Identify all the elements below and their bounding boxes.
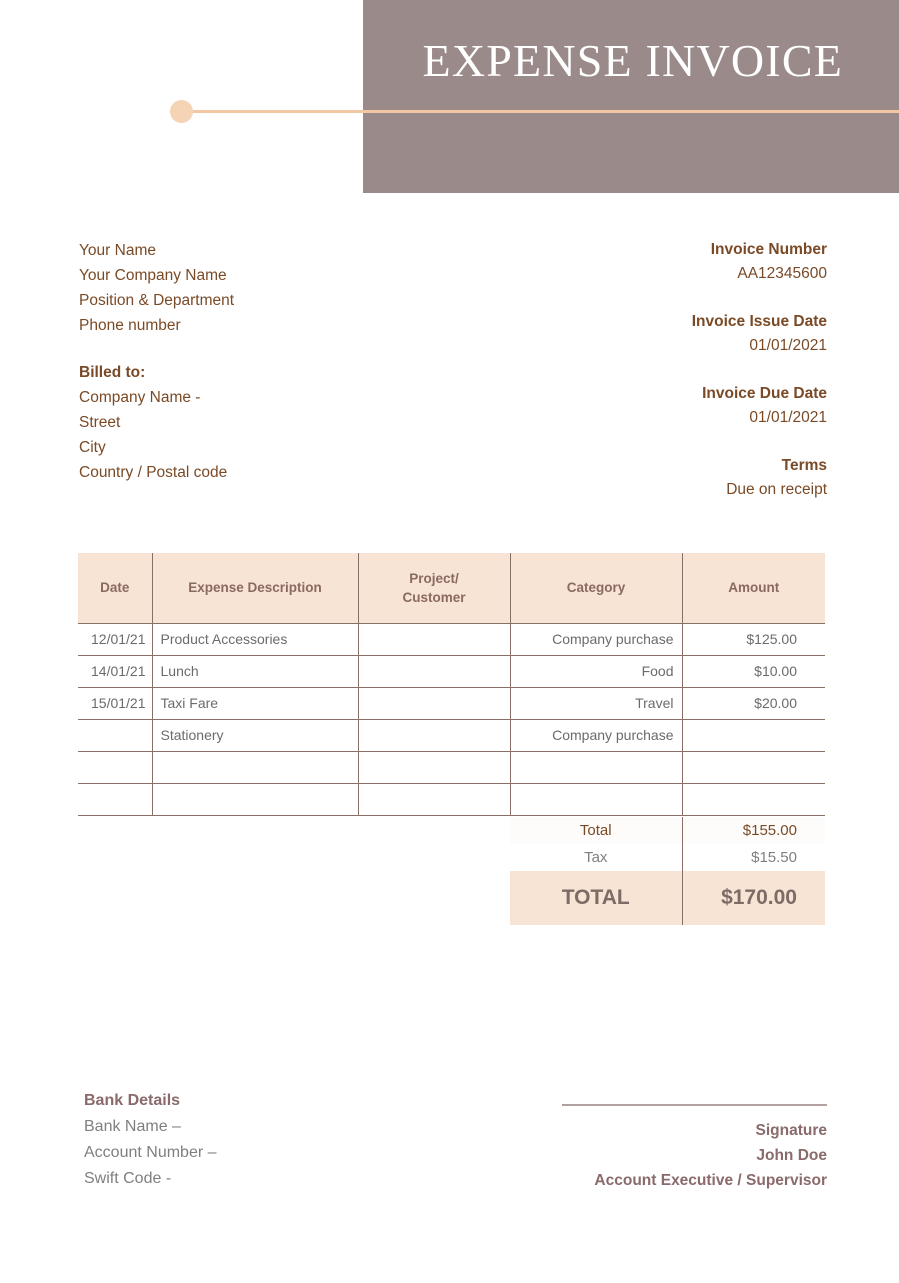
signature-block (447, 1104, 827, 1193)
cell-amount: $20.00 (682, 687, 825, 719)
billed-to-label: Billed to: (79, 364, 146, 381)
cell-date: 15/01/21 (78, 687, 152, 719)
terms-value: Due on receipt (726, 481, 827, 498)
tax-row (510, 844, 825, 871)
signature-name: John Doe (756, 1147, 827, 1164)
cell-description: Product Accessories (152, 623, 358, 655)
party-details (79, 238, 409, 485)
bank-name: Bank Name – (84, 1118, 181, 1135)
cell-category: Company purchase (510, 623, 682, 655)
due-date-value: 01/01/2021 (749, 409, 827, 426)
cell-project (358, 655, 510, 687)
cell-category: Company purchase (510, 719, 682, 751)
tax-label: Tax (510, 844, 682, 871)
due-date-group (497, 382, 827, 430)
subtotal-value: $155.00 (682, 817, 825, 844)
tax-value: $15.50 (682, 844, 825, 871)
expense-table (78, 553, 825, 816)
decorative-accent-dot (170, 100, 193, 123)
sender-phone: Phone number (79, 317, 181, 334)
cell-date (78, 719, 152, 751)
totals-table (510, 817, 825, 925)
billed-to-city: City (79, 439, 106, 456)
invoice-number-label: Invoice Number (710, 241, 827, 258)
signature-rule (562, 1104, 827, 1106)
table-row (78, 655, 825, 687)
decorative-accent-line (192, 110, 899, 113)
cell-amount (682, 783, 825, 815)
table-row (78, 623, 825, 655)
table-row (78, 751, 825, 783)
column-header-category: Category (510, 553, 682, 623)
sender-name: Your Name (79, 242, 156, 259)
billed-to-street: Street (79, 414, 121, 431)
cell-project (358, 751, 510, 783)
invoice-number-value: AA12345600 (737, 265, 827, 282)
signature-label: Signature (755, 1122, 827, 1139)
cell-project (358, 623, 510, 655)
grand-total-value: $170.00 (682, 871, 825, 925)
column-header-project (358, 553, 510, 623)
signature-role: Account Executive / Supervisor (594, 1172, 827, 1189)
cell-amount (682, 719, 825, 751)
invoice-meta (497, 238, 827, 502)
invoice-number-group (497, 238, 827, 286)
cell-description: Stationery (152, 719, 358, 751)
cell-amount: $10.00 (682, 655, 825, 687)
cell-date: 12/01/21 (78, 623, 152, 655)
header-band (363, 0, 899, 193)
billed-to-country: Country / Postal code (79, 464, 228, 481)
totals-section (510, 817, 825, 925)
cell-category (510, 783, 682, 815)
column-header-project-line2: Customer (402, 589, 466, 605)
cell-description (152, 783, 358, 815)
bank-account-number: Account Number – (84, 1144, 217, 1161)
sender-position: Position & Department (79, 292, 235, 309)
bank-details-title: Bank Details (84, 1092, 181, 1109)
cell-description: Taxi Fare (152, 687, 358, 719)
cell-category: Travel (510, 687, 682, 719)
column-header-project-line1: Project/ (409, 570, 459, 586)
cell-date (78, 783, 152, 815)
cell-project (358, 719, 510, 751)
cell-category (510, 751, 682, 783)
issue-date-group (497, 310, 827, 358)
due-date-label: Invoice Due Date (702, 385, 827, 402)
cell-project (358, 783, 510, 815)
column-header-description: Expense Description (152, 553, 358, 623)
grand-total-row (510, 871, 825, 925)
bank-details (84, 1088, 464, 1192)
terms-group (497, 454, 827, 502)
column-header-date: Date (78, 553, 152, 623)
cell-date (78, 751, 152, 783)
billed-to-company: Company Name - (79, 389, 201, 406)
grand-total-label: TOTAL (510, 871, 682, 925)
cell-description (152, 751, 358, 783)
page-title: EXPENSE INVOICE (422, 35, 843, 86)
cell-description: Lunch (152, 655, 358, 687)
subtotal-label: Total (510, 817, 682, 844)
table-row (78, 783, 825, 815)
sender-company: Your Company Name (79, 267, 227, 284)
issue-date-label: Invoice Issue Date (691, 313, 827, 330)
terms-label: Terms (781, 457, 827, 474)
table-row (78, 719, 825, 751)
cell-date: 14/01/21 (78, 655, 152, 687)
bank-swift-code: Swift Code - (84, 1170, 172, 1187)
column-header-amount: Amount (682, 553, 825, 623)
issue-date-value: 01/01/2021 (749, 337, 827, 354)
table-header-row (78, 553, 825, 623)
subtotal-row (510, 817, 825, 844)
table-row (78, 687, 825, 719)
cell-project (358, 687, 510, 719)
cell-category: Food (510, 655, 682, 687)
cell-amount: $125.00 (682, 623, 825, 655)
cell-amount (682, 751, 825, 783)
